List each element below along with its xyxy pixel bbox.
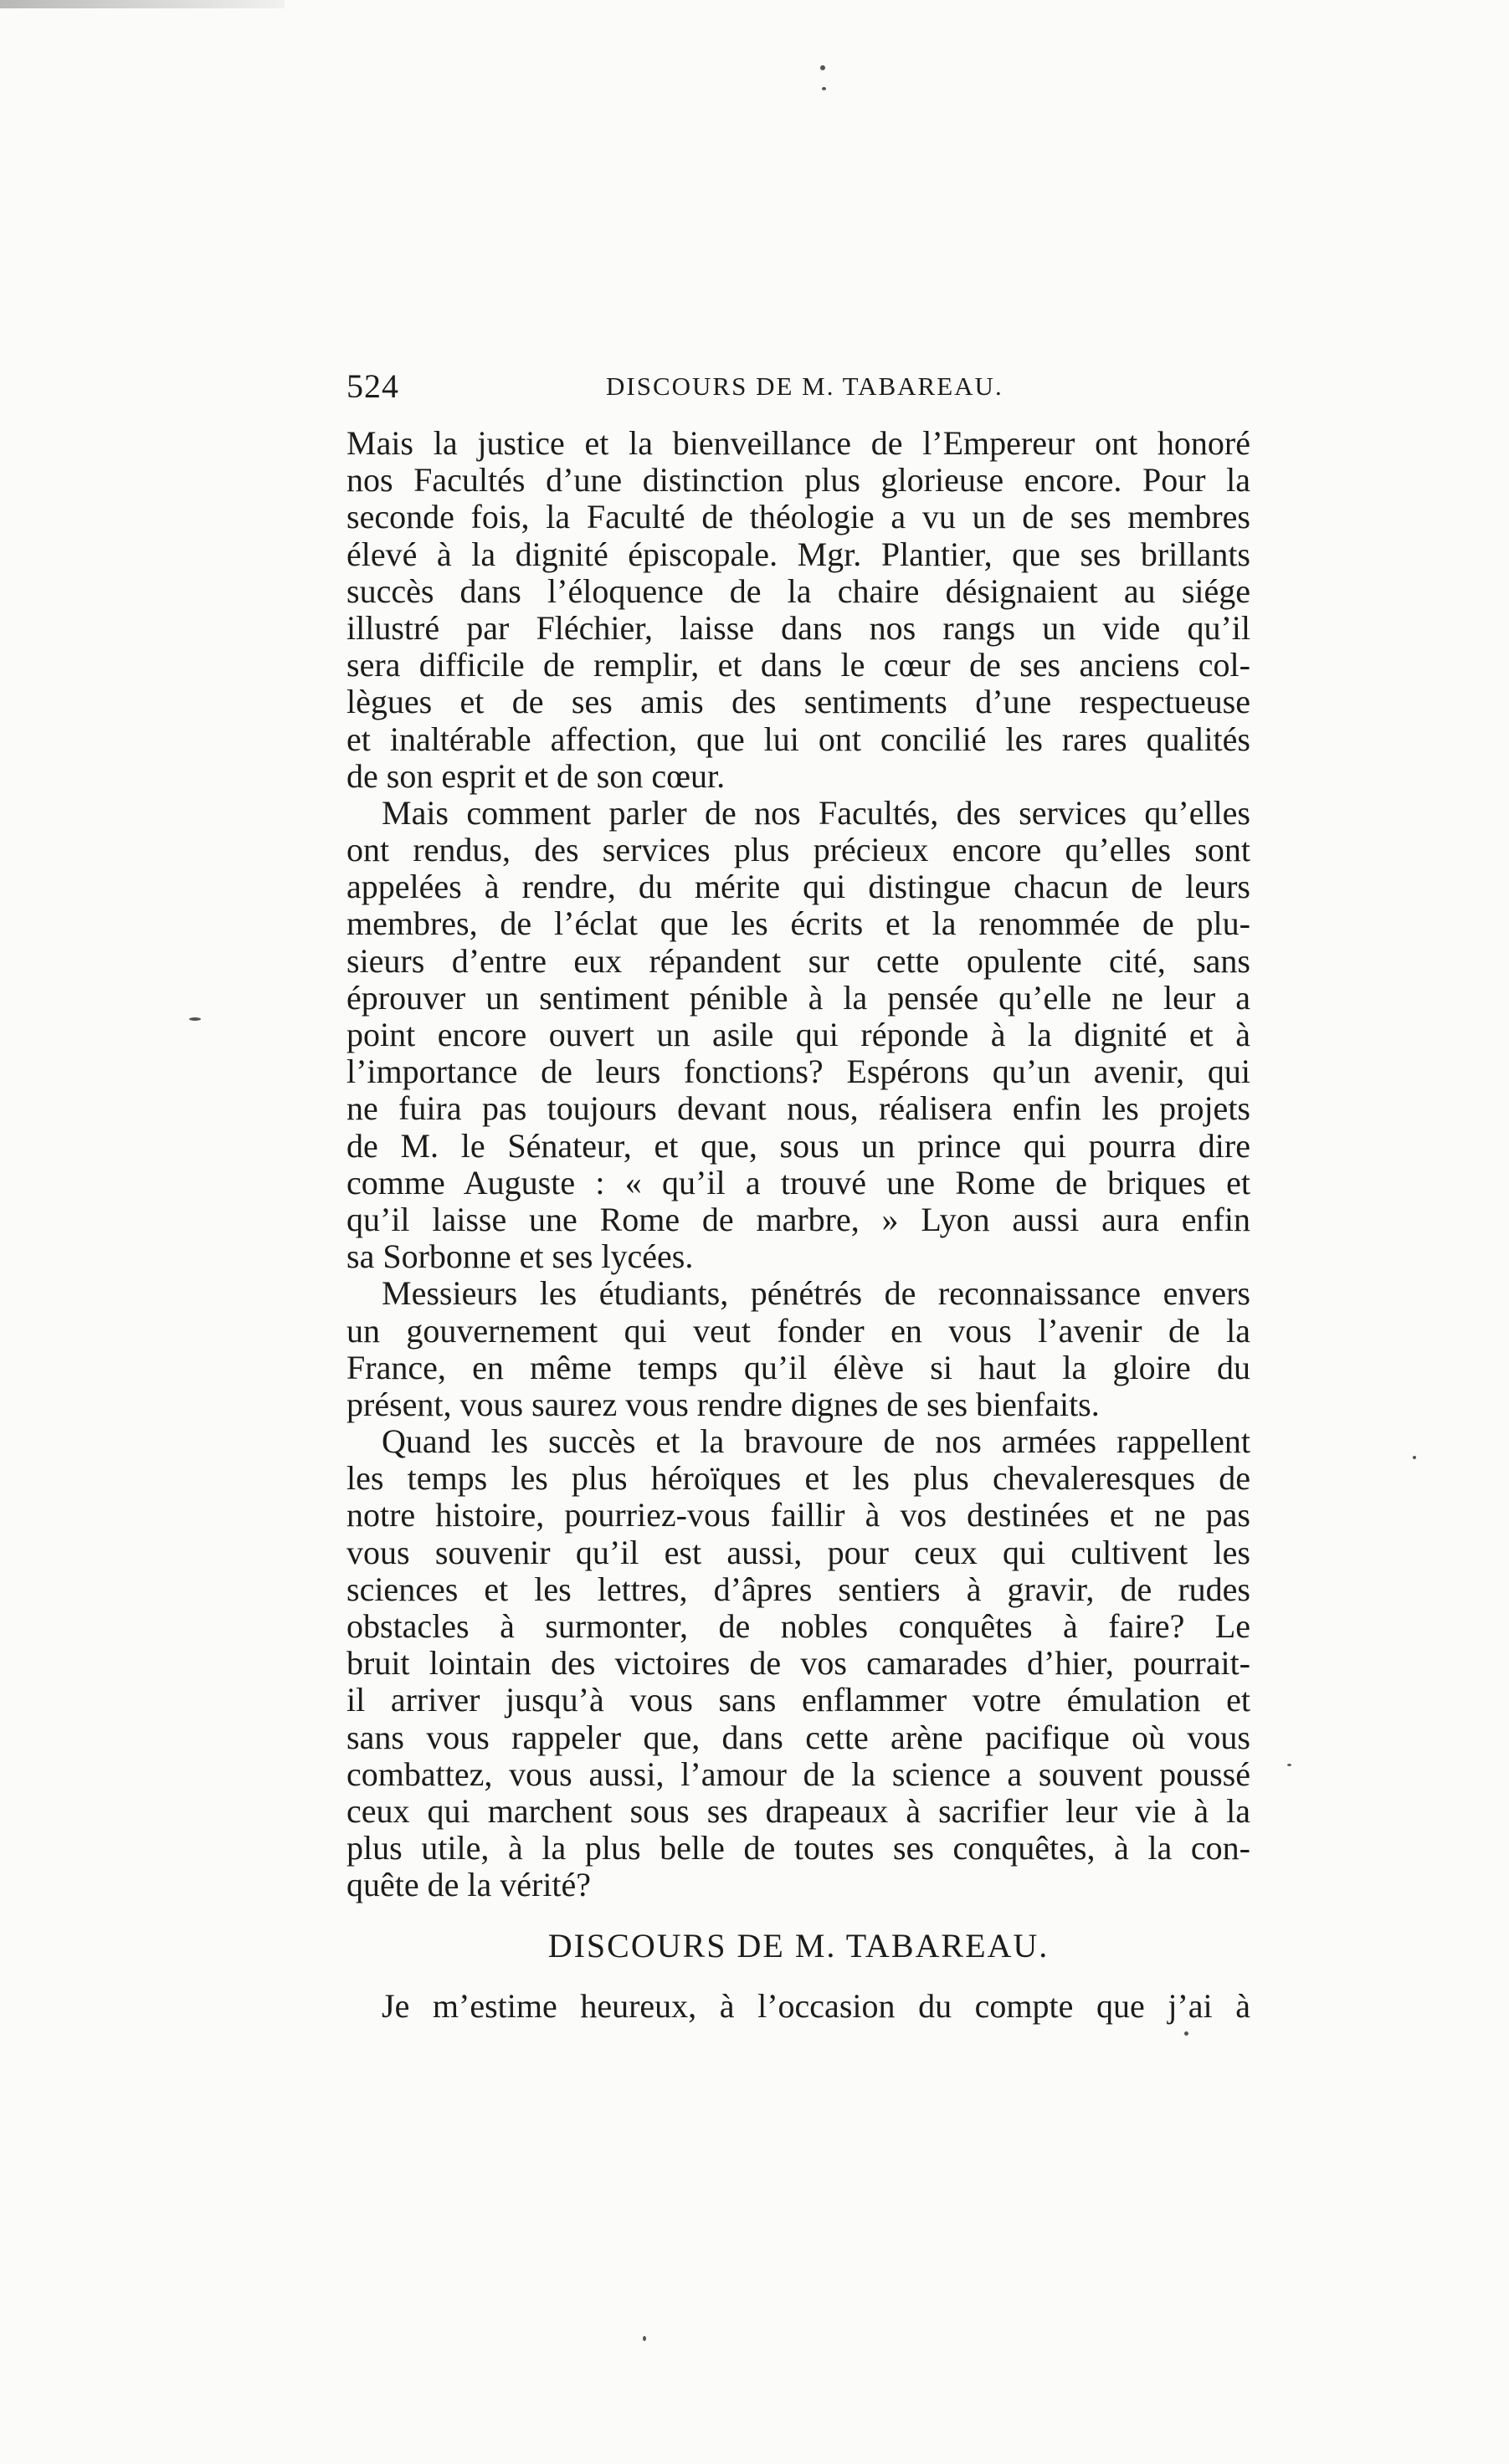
text-line: notre histoire, pourriez-vous faillir à vos destinées et ne pas <box>346 1496 1250 1534</box>
text-line: Je m’estime heureux, à l’occasion du compte que j’ai à <box>382 1986 1250 2025</box>
text-line: succès dans l’éloquence de la chaire désignaient au siége <box>346 571 1250 610</box>
text-line: les temps les plus héroïques et les plus chevaleresques de <box>346 1459 1250 1498</box>
text-line: lègues et de ses amis des sentiments d’une respectueuse <box>346 683 1250 721</box>
text-line: présent, vous saurez vous rendre dignes de ses bienfaits. <box>346 1385 1100 1423</box>
body-text <box>346 425 1250 2025</box>
text-line: membres, de l’éclat que les écrits et la renommée de plu- <box>346 904 1250 943</box>
text-line: ont rendus, des services plus précieux encore qu’elles sont <box>346 831 1250 869</box>
text-line: sera difficile de remplir, et dans le cœur de ses anciens col- <box>346 646 1250 684</box>
text-line: un gouvernement qui veut fonder en vous l’avenir de la <box>346 1311 1250 1350</box>
text-line: appelées à rendre, du mérite qui distingue chacun de leurs <box>346 868 1250 906</box>
text-line: Quand les succès et la bravoure de nos armées rappellent <box>382 1422 1250 1461</box>
text-line: sans vous rappeler que, dans cette arène pacifique où vous <box>346 1718 1250 1756</box>
text-line: Mais la justice et la bienveillance de l’Empereur ont honoré <box>346 424 1250 462</box>
text-line: plus utile, à la plus belle de toutes ses conquêtes, à la con- <box>346 1829 1250 1867</box>
text-line: quête de la vérité? <box>346 1866 592 1904</box>
scan-speck <box>1287 1764 1291 1766</box>
scan-speck <box>189 1017 201 1021</box>
text-line: nos Facultés d’une distinction plus glorieuse encore. Pour la <box>346 461 1250 499</box>
text-line: sieurs d’entre eux répandent sur cette opulente cité, sans <box>346 941 1250 980</box>
text-line: et inaltérable affection, que lui ont concilié les rares qualités <box>346 720 1250 758</box>
scan-speck <box>822 87 826 90</box>
scan-speck <box>820 65 825 70</box>
text-line: comme Auguste : « qu’il a trouvé une Rome de briques et <box>346 1163 1250 1201</box>
text-line: France, en même temps qu’il élève si haut la gloire du <box>346 1348 1250 1386</box>
text-line: point encore ouvert un asile qui réponde à la dignité et à <box>346 1016 1250 1053</box>
section-title: DISCOURS DE M. TABAREAU. <box>547 1926 1050 1965</box>
text-line: de son esprit et de son cœur. <box>346 756 726 795</box>
text-line: obstacles à surmonter, de nobles conquêtes à faire? Le <box>346 1607 1250 1645</box>
text-line: ceux qui marchent sous ses drapeaux à sacrifier leur vie à la <box>346 1791 1250 1830</box>
page-header <box>346 366 1267 417</box>
text-line: vous souvenir qu’il est aussi, pour ceux qui cultivent les <box>346 1533 1250 1571</box>
text-line: il arriver jusqu’à vous sans enflammer votre émulation et <box>346 1681 1250 1719</box>
text-line: ne fuira pas toujours devant nous, réalisera enfin les projets <box>346 1089 1250 1128</box>
scan-speck <box>1184 2031 1188 2036</box>
text-line: sa Sorbonne et ses lycées. <box>346 1237 694 1276</box>
text-line: sciences et les lettres, d’âpres sentiers à gravir, de rudes <box>346 1570 1250 1608</box>
text-line: élevé à la dignité épiscopale. Mgr. Plantier, que ses brillants <box>346 535 1250 573</box>
text-line: seconde fois, la Faculté de théologie a vu un de ses membres <box>346 498 1250 536</box>
scan-speck <box>643 2336 646 2341</box>
text-line: bruit lointain des victoires de vos camarades d’hier, pourrait- <box>346 1644 1250 1683</box>
page-number: 524 <box>346 367 399 405</box>
text-line: combattez, vous aussi, l’amour de la science a souvent poussé <box>346 1755 1250 1793</box>
text-line: Messieurs les étudiants, pénétrés de reconnaissance envers <box>382 1274 1250 1313</box>
text-line: Mais comment parler de nos Facultés, des services qu’elles <box>382 793 1250 832</box>
scan-edge-smudge <box>0 0 285 8</box>
text-line: l’importance de leurs fonctions? Espérons qu’un avenir, qui <box>346 1053 1250 1091</box>
text-line: éprouver un sentiment pénible à la pensée qu’elle ne leur a <box>346 978 1250 1017</box>
running-head: DISCOURS DE M. TABAREAU. <box>606 371 1003 401</box>
text-line: qu’il laisse une Rome de marbre, » Lyon aussi aura enfin <box>346 1200 1250 1238</box>
text-line: illustré par Fléchier, laisse dans nos rangs un vide qu’il <box>346 608 1250 647</box>
scan-speck <box>1413 1456 1416 1459</box>
text-line: de M. le Sénateur, et que, sous un prince qui pourra dire <box>346 1126 1250 1165</box>
